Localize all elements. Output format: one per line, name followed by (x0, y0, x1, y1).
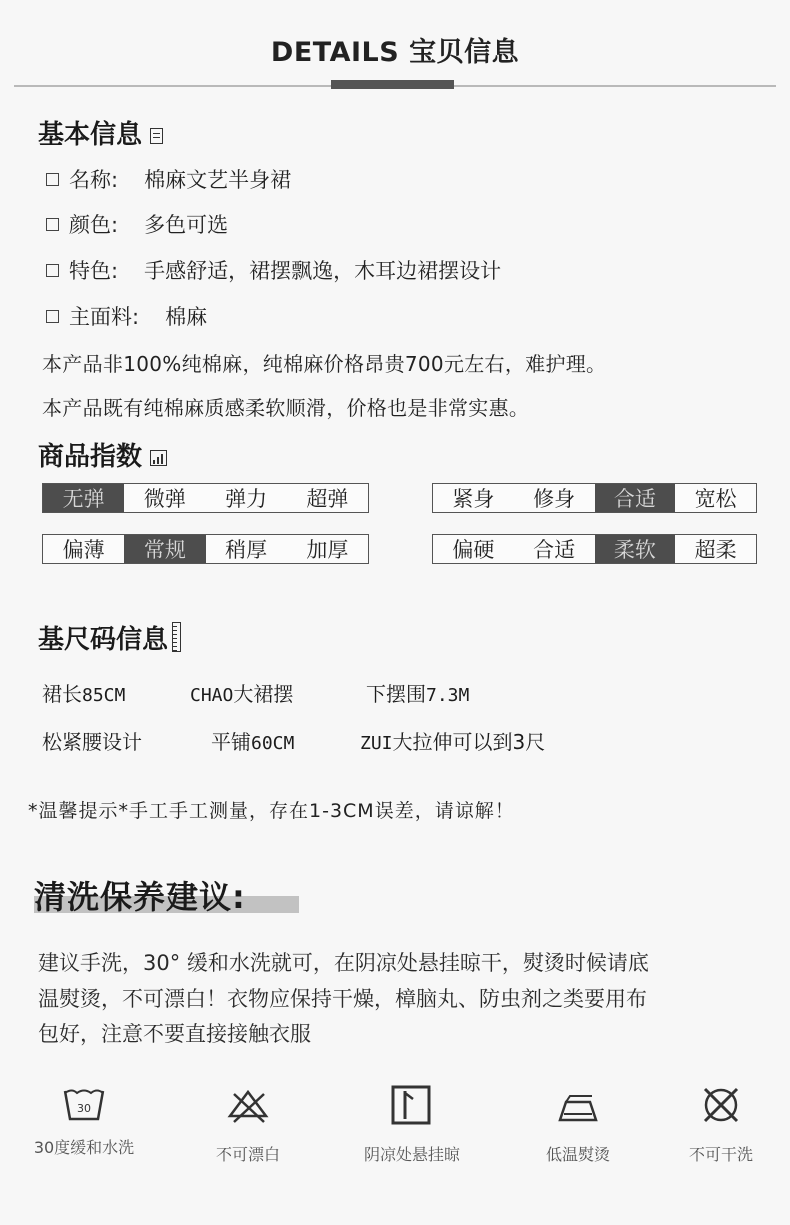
product-index-title: 商品指数 (38, 442, 143, 472)
hang-dry-icon (389, 1083, 433, 1127)
info-label: 名称: (69, 168, 119, 192)
size-value: 85CM (82, 685, 126, 706)
size-text: 平铺 (211, 730, 251, 754)
info-label: 主面料: (69, 305, 140, 329)
thickness-scale (42, 534, 369, 564)
scale-option: 微弹 (143, 487, 186, 511)
info-item-color (46, 209, 228, 239)
info-item-name (46, 164, 291, 194)
info-value: 棉麻文艺半身裙 (144, 168, 292, 192)
size-text: 大裙摆 (233, 682, 294, 706)
care-label-hang-dry: 阴凉处悬挂晾 (363, 1145, 460, 1164)
scale-option: 无弹 (43, 484, 124, 512)
info-item-feature (46, 255, 501, 285)
wash-30-icon (62, 1083, 106, 1127)
softness-scale (432, 534, 757, 564)
scale-option: 柔软 (595, 535, 676, 563)
care-label-low-iron: 低温熨烫 (545, 1145, 610, 1164)
scale-option: 偏硬 (452, 538, 495, 562)
scale-option: 宽松 (694, 487, 737, 511)
info-label: 颜色: (69, 213, 119, 237)
fit-scale (432, 483, 757, 513)
info-value: 多色可选 (144, 213, 229, 237)
document-icon (150, 128, 163, 144)
checkbox-icon (46, 173, 59, 186)
info-item-fabric (46, 301, 207, 331)
size-value: 60CM (251, 733, 295, 754)
info-value: 棉麻 (165, 305, 208, 329)
scale-option: 超弹 (306, 487, 349, 511)
size-spec-hem (190, 678, 293, 707)
care-heading: 清洗保养建议: (34, 878, 246, 916)
size-spec-waist (42, 726, 142, 755)
scale-option: 偏薄 (62, 538, 105, 562)
product-note: 本产品非100%纯棉麻，纯棉麻价格昂贵700元左右，难护理。 (42, 352, 607, 376)
size-text: 下摆围 (366, 682, 426, 706)
no-dry-clean-icon (699, 1083, 743, 1127)
info-label: 特色: (69, 259, 119, 283)
elasticity-scale (42, 483, 369, 513)
care-text-line: 包好，注意不要直接接触衣服 (38, 1022, 311, 1046)
scale-option: 超柔 (694, 538, 737, 562)
scale-option: 合适 (595, 484, 676, 512)
scale-option: 弹力 (225, 487, 268, 511)
bar-chart-icon (150, 450, 167, 466)
scale-option: 常规 (124, 535, 205, 563)
basic-info-title: 基本信息 (38, 120, 143, 150)
size-info-title: 基尺码信息 (38, 625, 169, 655)
wash-temperature-label: 30 (77, 1102, 91, 1115)
size-value: 7.3M (426, 685, 470, 706)
info-value: 手感舒适，裙摆飘逸，木耳边裙摆设计 (144, 259, 502, 283)
size-spec-stretch (360, 726, 545, 755)
size-info-heading (38, 619, 181, 656)
scale-option: 加厚 (306, 538, 349, 562)
scale-option: 修身 (533, 487, 576, 511)
care-label-no-dry-clean: 不可干洗 (688, 1145, 753, 1164)
measurement-tip: *温馨提示*手工手工测量，存在1-3CM误差，请谅解！ (28, 800, 515, 822)
size-text: 松紧腰设计 (42, 730, 142, 754)
scale-option: 稍厚 (225, 538, 268, 562)
care-label-wash: 30度缓和水洗 (33, 1138, 135, 1157)
no-bleach-icon (226, 1086, 270, 1130)
product-index-heading (38, 436, 167, 473)
checkbox-icon (46, 310, 59, 323)
checkbox-icon (46, 218, 59, 231)
basic-info-heading (38, 114, 163, 151)
page-title: DETAILS 宝贝信息 (270, 37, 520, 68)
care-text-line: 建议手洗，30° 缓和水洗就可，在阴凉处悬挂晾干，熨烫时候请底 (38, 951, 649, 975)
scale-option: 合适 (533, 538, 576, 562)
low-iron-icon (556, 1088, 600, 1132)
size-spec-hem-circumference (366, 678, 469, 707)
checkbox-icon (46, 264, 59, 277)
care-label-no-bleach: 不可漂白 (215, 1145, 280, 1164)
size-value: CHAO (190, 685, 234, 706)
size-spec-flat-width (211, 726, 294, 755)
size-spec-length (42, 678, 125, 707)
ruler-icon (172, 622, 181, 652)
size-text: 裙长 (42, 682, 82, 706)
size-value: ZUI (360, 733, 393, 754)
scale-option: 紧身 (452, 487, 495, 511)
header-accent-bar (331, 80, 454, 89)
size-text: 大拉伸可以到3尺 (392, 730, 546, 754)
product-note: 本产品既有纯棉麻质感柔软顺滑，价格也是非常实惠。 (42, 396, 530, 420)
care-text-line: 温熨烫，不可漂白！衣物应保持干燥，樟脑丸、防虫剂之类要用布 (38, 987, 647, 1011)
